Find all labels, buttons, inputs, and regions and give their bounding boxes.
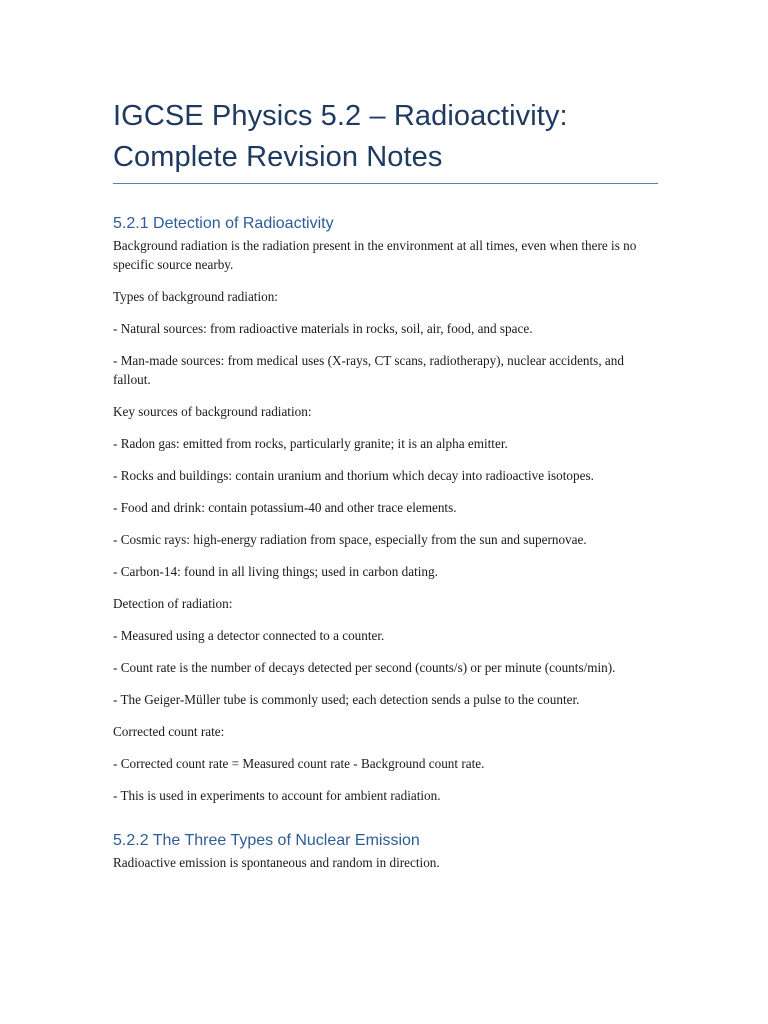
paragraph: Key sources of background radiation: — [113, 404, 312, 419]
list-item: - Corrected count rate = Measured count rate - Background count rate. — [113, 756, 485, 771]
list-item: - The Geiger-Müller tube is commonly used; each detection sends a pulse to the counter. — [113, 692, 580, 707]
paragraph: Background radiation is the radiation present in the environment at all times, even when there is no specific source nearby. — [113, 238, 637, 272]
paragraph: Corrected count rate: — [113, 724, 225, 739]
section-heading: 5.2.1 Detection of Radioactivity — [113, 215, 334, 232]
document-title: IGCSE Physics 5.2 – Radioactivity: Complete Revision Notes — [113, 96, 658, 184]
list-item: - Radon gas: emitted from rocks, particularly granite; it is an alpha emitter. — [113, 436, 508, 451]
list-item: - Man-made sources: from medical uses (X-rays, CT scans, radiotherapy), nuclear accidents, and fallout. — [113, 353, 624, 387]
paragraph: Types of background radiation: — [113, 289, 278, 304]
section-heading: 5.2.2 The Three Types of Nuclear Emission — [113, 832, 420, 849]
list-item: - Food and drink: contain potassium-40 and other trace elements. — [113, 500, 457, 515]
list-item: - Cosmic rays: high-energy radiation from space, especially from the sun and supernovae. — [113, 532, 587, 547]
list-item: - This is used in experiments to account for ambient radiation. — [113, 788, 441, 803]
list-item: - Natural sources: from radioactive materials in rocks, soil, air, food, and space. — [113, 321, 533, 336]
list-item: - Count rate is the number of decays detected per second (counts/s) or per minute (counts/min). — [113, 660, 616, 675]
list-item: - Measured using a detector connected to a counter. — [113, 628, 385, 643]
list-item: - Rocks and buildings: contain uranium and thorium which decay into radioactive isotopes. — [113, 468, 594, 483]
section-detection-of-radioactivity — [113, 214, 658, 805]
paragraph: Detection of radiation: — [113, 596, 233, 611]
paragraph: Radioactive emission is spontaneous and random in direction. — [113, 855, 440, 870]
section-three-types-of-nuclear-emission — [113, 831, 658, 872]
list-item: - Carbon-14: found in all living things; used in carbon dating. — [113, 564, 438, 579]
document-page — [113, 96, 658, 885]
